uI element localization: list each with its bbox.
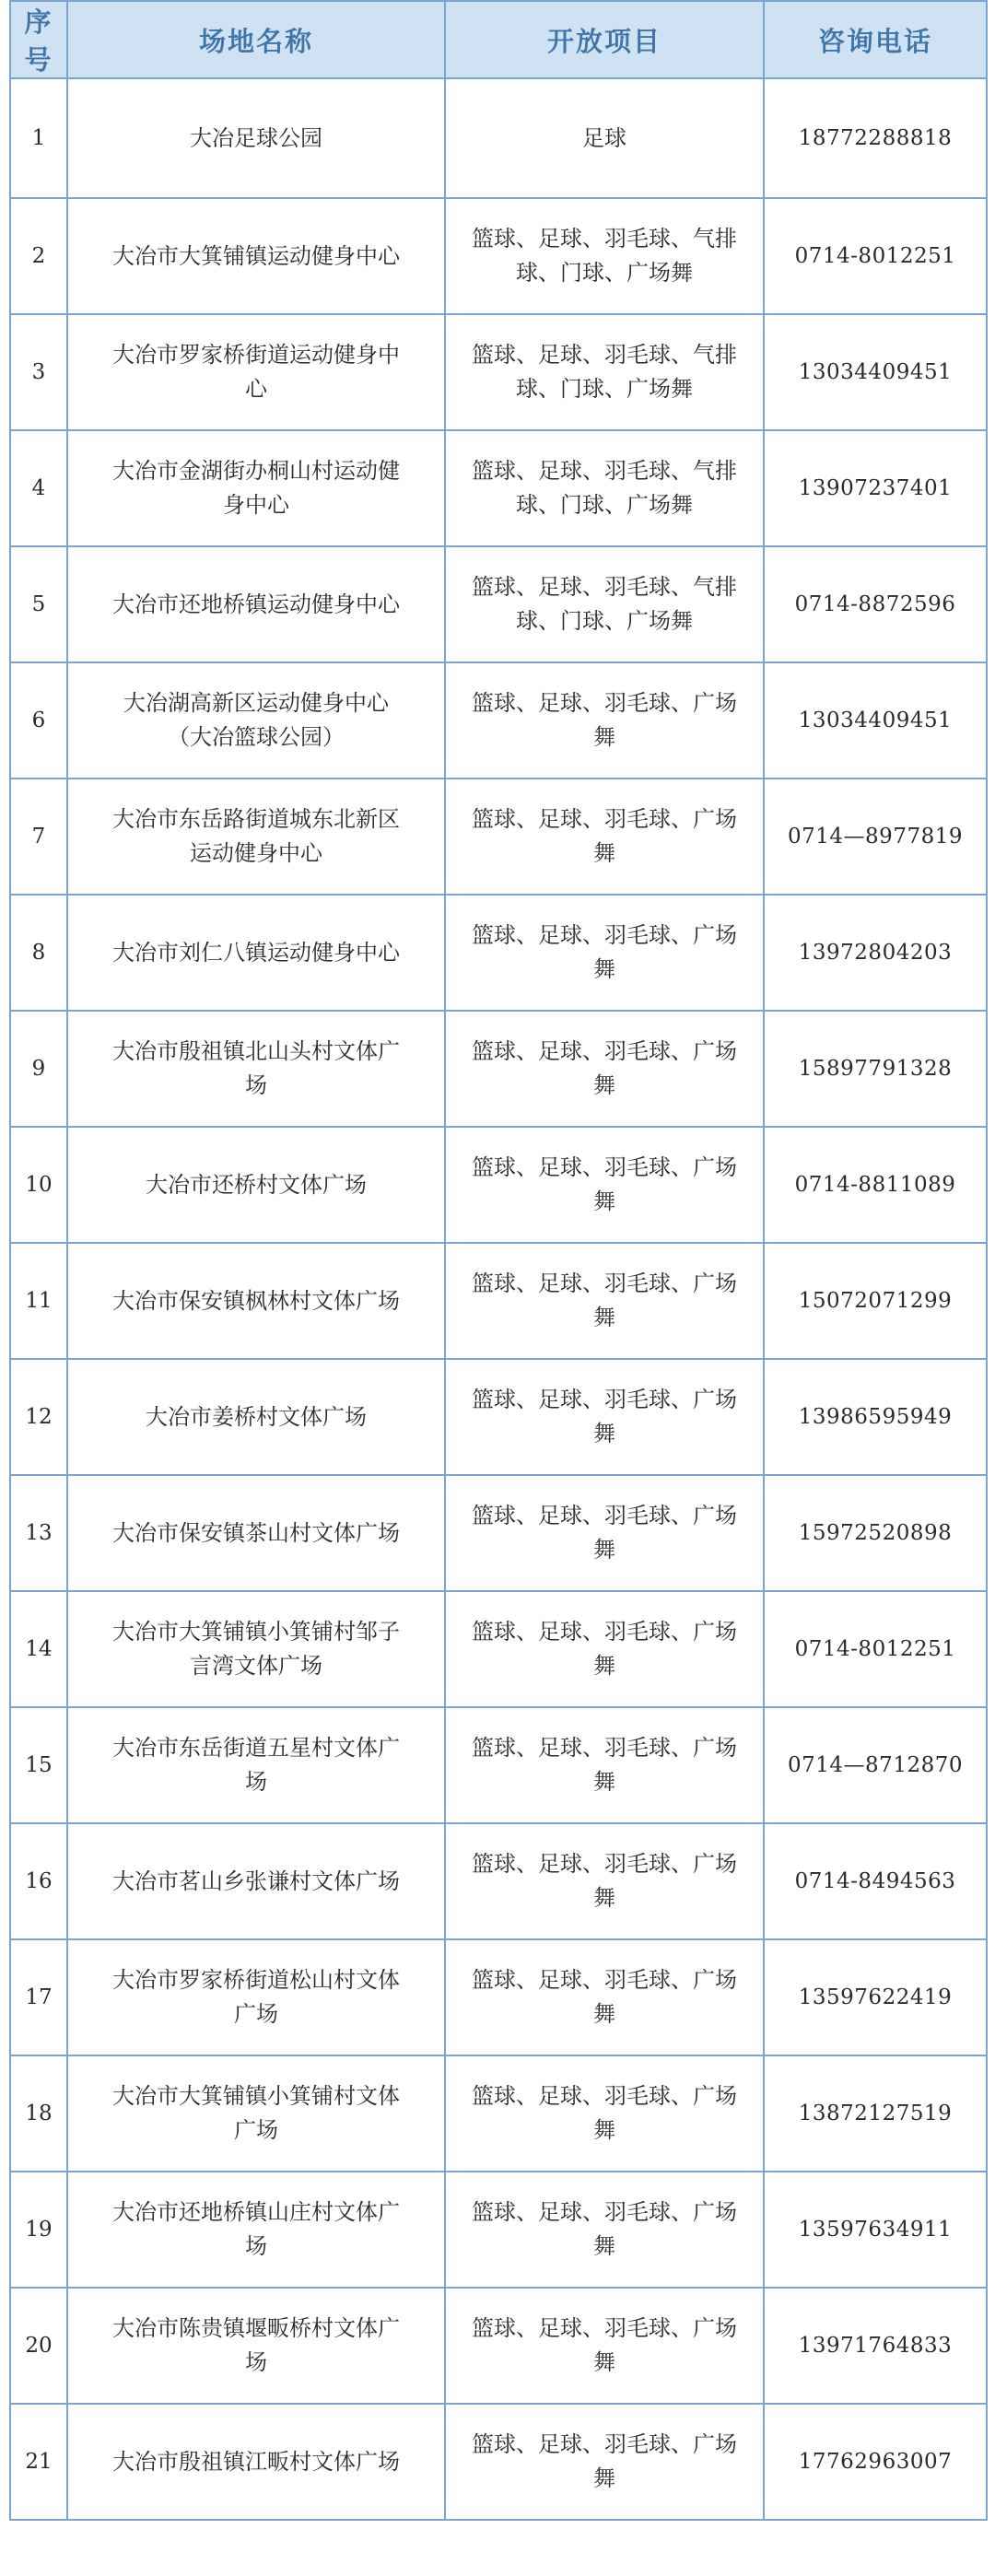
venue-name-cell: 大冶市大箕铺镇小箕铺村邹子言湾文体广场 [67,1591,445,1707]
phone-cell: 13872127519 [764,2055,987,2172]
serial-number-cell: 21 [10,2404,67,2520]
phone-cell: 17762963007 [764,2404,987,2520]
venue-name-cell: 大冶市大箕铺镇运动健身中心 [67,198,445,314]
open-items-cell: 篮球、足球、羽毛球、广场舞 [445,1359,764,1475]
venue-name-cell: 大冶湖高新区运动健身中心（大冶篮球公园） [67,662,445,779]
venue-name-cell: 大冶市大箕铺镇小箕铺村文体广场 [67,2055,445,2172]
open-items-cell: 篮球、足球、羽毛球、广场舞 [445,1011,764,1127]
table-row [10,314,987,430]
phone-cell: 13972804203 [764,895,987,1011]
serial-number-cell: 7 [10,779,67,895]
open-items-cell: 篮球、足球、羽毛球、广场舞 [445,2055,764,2172]
open-items-cell: 篮球、足球、羽毛球、气排球、门球、广场舞 [445,546,764,662]
serial-number-cell: 2 [10,198,67,314]
venue-sheet [9,0,986,2521]
serial-number-cell: 13 [10,1475,67,1591]
venue-name-cell: 大冶市保安镇枫林村文体广场 [67,1243,445,1359]
table-row [10,2404,987,2520]
serial-number-cell: 16 [10,1823,67,1939]
venue-name-cell: 大冶市还地桥镇运动健身中心 [67,546,445,662]
open-items-cell: 篮球、足球、羽毛球、气排球、门球、广场舞 [445,314,764,430]
table-row [10,2055,987,2172]
venue-name-cell: 大冶市还桥村文体广场 [67,1127,445,1243]
open-items-cell: 篮球、足球、羽毛球、广场舞 [445,779,764,895]
table-row [10,430,987,546]
table-row [10,2172,987,2288]
phone-cell: 15897791328 [764,1011,987,1127]
serial-number-cell: 3 [10,314,67,430]
serial-number-cell: 6 [10,662,67,779]
table-row [10,2288,987,2404]
venue-name-cell: 大冶市东岳路街道城东北新区运动健身中心 [67,779,445,895]
serial-number-cell: 20 [10,2288,67,2404]
venue-name-cell: 大冶市茗山乡张谦村文体广场 [67,1823,445,1939]
phone-cell: 0714-8811089 [764,1127,987,1243]
table-row [10,1823,987,1939]
venue-name-cell: 大冶市罗家桥街道松山村文体广场 [67,1939,445,2055]
phone-cell: 0714—8712870 [764,1707,987,1823]
table-row [10,1011,987,1127]
table-row [10,1475,987,1591]
open-items-cell: 足球 [445,78,764,198]
open-items-cell: 篮球、足球、羽毛球、广场舞 [445,1707,764,1823]
serial-number-cell: 11 [10,1243,67,1359]
table-row [10,895,987,1011]
table-row [10,198,987,314]
venue-name-cell: 大冶市金湖街办桐山村运动健身中心 [67,430,445,546]
serial-number-cell: 4 [10,430,67,546]
serial-number-cell: 14 [10,1591,67,1707]
table-row [10,78,987,198]
table-row [10,1707,987,1823]
open-items-cell: 篮球、足球、羽毛球、广场舞 [445,662,764,779]
table-body [10,78,987,2520]
phone-cell: 0714-8012251 [764,198,987,314]
header-phone: 咨询电话 [764,1,987,78]
venue-name-cell: 大冶市保安镇茶山村文体广场 [67,1475,445,1591]
open-items-cell: 篮球、足球、羽毛球、广场舞 [445,2288,764,2404]
table-header [10,1,987,78]
header-venue-name: 场地名称 [67,1,445,78]
serial-number-cell: 8 [10,895,67,1011]
venue-name-cell: 大冶足球公园 [67,78,445,198]
open-items-cell: 篮球、足球、羽毛球、广场舞 [445,2404,764,2520]
serial-number-cell: 1 [10,78,67,198]
phone-cell: 0714-8012251 [764,1591,987,1707]
phone-cell: 0714-8494563 [764,1823,987,1939]
serial-number-cell: 5 [10,546,67,662]
phone-cell: 18772288818 [764,78,987,198]
phone-cell: 13597634911 [764,2172,987,2288]
header-serial-number: 序号 [10,1,67,78]
venue-name-cell: 大冶市还地桥镇山庄村文体广场 [67,2172,445,2288]
open-items-cell: 篮球、足球、羽毛球、广场舞 [445,1127,764,1243]
venue-name-cell: 大冶市东岳街道五星村文体广场 [67,1707,445,1823]
table-row [10,1939,987,2055]
table-row [10,1591,987,1707]
table-row [10,1243,987,1359]
venue-name-cell: 大冶市殷祖镇北山头村文体广场 [67,1011,445,1127]
table-row [10,779,987,895]
open-items-cell: 篮球、足球、羽毛球、广场舞 [445,2172,764,2288]
serial-number-cell: 19 [10,2172,67,2288]
venue-table [9,0,988,2521]
open-items-cell: 篮球、足球、羽毛球、气排球、门球、广场舞 [445,430,764,546]
table-row [10,546,987,662]
open-items-cell: 篮球、足球、羽毛球、广场舞 [445,895,764,1011]
open-items-cell: 篮球、足球、羽毛球、广场舞 [445,1823,764,1939]
phone-cell: 0714—8977819 [764,779,987,895]
phone-cell: 13986595949 [764,1359,987,1475]
phone-cell: 15972520898 [764,1475,987,1591]
serial-number-cell: 10 [10,1127,67,1243]
phone-cell: 13034409451 [764,662,987,779]
table-row [10,1127,987,1243]
phone-cell: 13971764833 [764,2288,987,2404]
open-items-cell: 篮球、足球、羽毛球、广场舞 [445,1475,764,1591]
phone-cell: 13907237401 [764,430,987,546]
venue-name-cell: 大冶市陈贵镇堰畈桥村文体广场 [67,2288,445,2404]
venue-name-cell: 大冶市殷祖镇江畈村文体广场 [67,2404,445,2520]
header-row [10,1,987,78]
venue-name-cell: 大冶市姜桥村文体广场 [67,1359,445,1475]
serial-number-cell: 17 [10,1939,67,2055]
phone-cell: 0714-8872596 [764,546,987,662]
venue-name-cell: 大冶市刘仁八镇运动健身中心 [67,895,445,1011]
table-row [10,1359,987,1475]
phone-cell: 15072071299 [764,1243,987,1359]
open-items-cell: 篮球、足球、羽毛球、广场舞 [445,1939,764,2055]
open-items-cell: 篮球、足球、羽毛球、广场舞 [445,1243,764,1359]
open-items-cell: 篮球、足球、羽毛球、气排球、门球、广场舞 [445,198,764,314]
venue-name-cell: 大冶市罗家桥街道运动健身中心 [67,314,445,430]
serial-number-cell: 9 [10,1011,67,1127]
serial-number-cell: 12 [10,1359,67,1475]
serial-number-cell: 18 [10,2055,67,2172]
header-open-items: 开放项目 [445,1,764,78]
open-items-cell: 篮球、足球、羽毛球、广场舞 [445,1591,764,1707]
phone-cell: 13034409451 [764,314,987,430]
serial-number-cell: 15 [10,1707,67,1823]
phone-cell: 13597622419 [764,1939,987,2055]
table-row [10,662,987,779]
